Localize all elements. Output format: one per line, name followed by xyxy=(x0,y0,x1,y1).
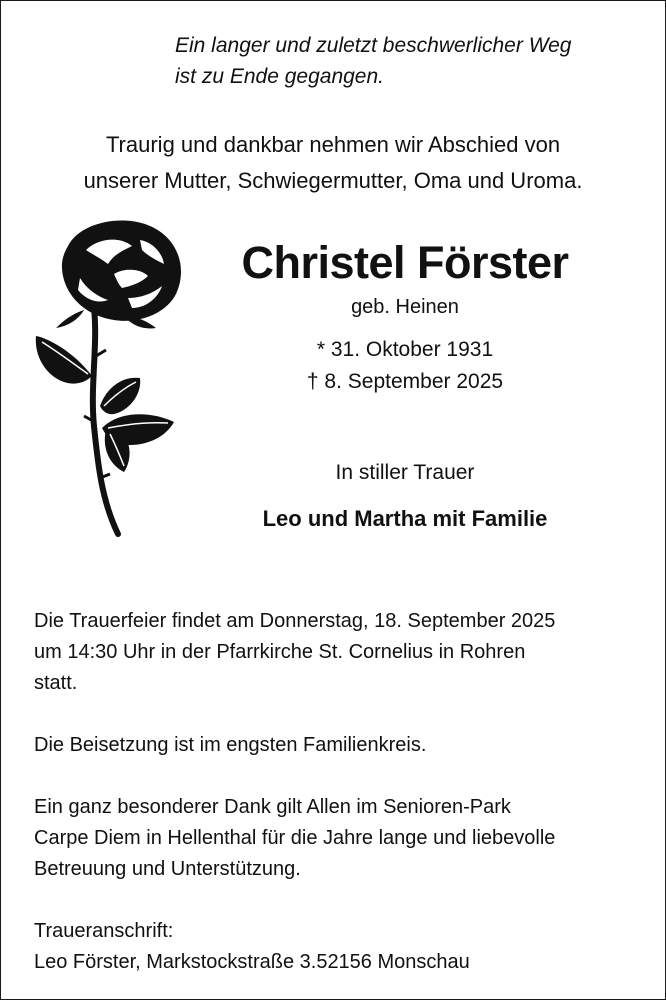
mourner-names: Leo und Martha mit Familie xyxy=(262,506,548,531)
farewell-text xyxy=(0,127,666,199)
farewell-line-1: Traurig und dankbar nehmen wir Abschied von xyxy=(105,132,561,157)
deceased-block xyxy=(200,232,610,534)
address-value: Leo Förster, Markstockstraße 3.52156 Monschau xyxy=(34,951,470,973)
service-line-2: um 14:30 Uhr in der Pfarrkirche St. Cornelius in Rohren xyxy=(34,641,526,663)
maiden-name: geb. Heinen xyxy=(351,296,459,318)
thanks-line-1: Ein ganz besonderer Dank gilt Allen im Senioren-Park xyxy=(34,796,511,818)
thanks-line-3: Betreuung und Unterstützung. xyxy=(34,858,301,880)
farewell-line-2: unserer Mutter, Schwiegermutter, Oma und Uroma. xyxy=(83,168,583,193)
verse-line-2: ist zu Ende gegangen. xyxy=(175,65,384,88)
deceased-name: Christel Förster xyxy=(241,237,569,288)
mourning-intro: In stiller Trauer xyxy=(335,461,475,484)
opening-verse xyxy=(175,30,645,92)
notice-details xyxy=(34,606,654,978)
burial-line-1: Die Beisetzung ist im engsten Familienkreis. xyxy=(34,734,427,756)
thanks-line-2: Carpe Diem in Hellenthal für die Jahre lange und liebevolle xyxy=(34,827,556,849)
service-line-3: statt. xyxy=(34,672,78,694)
rose-icon xyxy=(28,216,188,538)
service-line-1: Die Trauerfeier findet am Donnerstag, 18. September 2025 xyxy=(34,610,556,632)
address-paragraph xyxy=(34,916,654,978)
life-dates xyxy=(200,334,610,398)
verse-line-1: Ein langer und zuletzt beschwerlicher Weg xyxy=(175,34,572,57)
address-label: Traueranschrift: xyxy=(34,920,174,942)
burial-paragraph xyxy=(34,730,654,761)
birth-date: * 31. Oktober 1931 xyxy=(316,338,494,361)
death-date: † 8. September 2025 xyxy=(306,370,504,393)
service-paragraph xyxy=(34,606,654,699)
thanks-paragraph xyxy=(34,792,654,885)
